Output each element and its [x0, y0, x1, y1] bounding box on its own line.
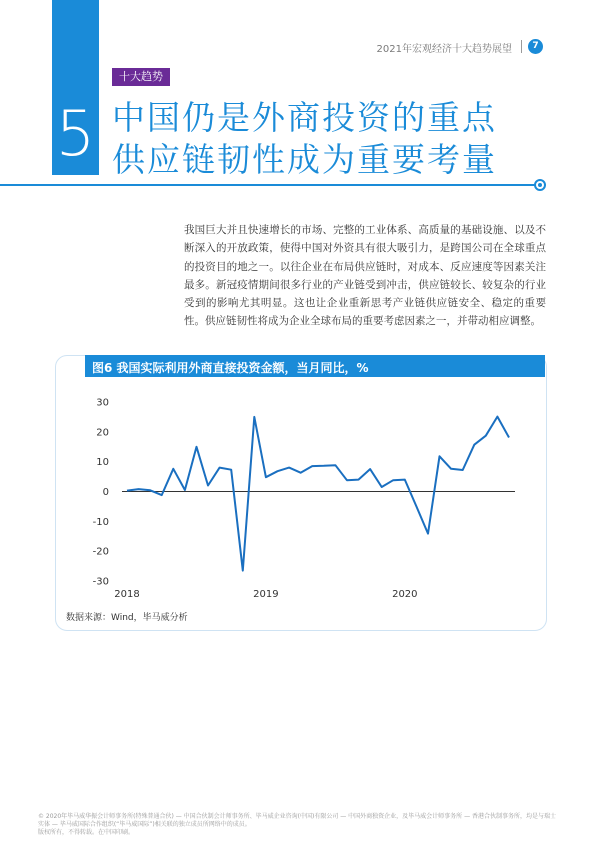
footer-copyright: © 2020年毕马威华振会计师事务所(特殊普通合伙) — 中国合伙制会计师事务所、毕马威企业咨询(中国)有限公司 — 中国外商独资企业，及毕马威会计师事务所 — 香港合伙制事务所，均是与瑞士实体 — 毕马威国际合作组织(“毕马威国际”)相关联的独立成员所网络中的成员。 [38, 813, 556, 828]
section-number: 5 [55, 97, 96, 170]
y-tick-label: 20 [96, 427, 109, 439]
section-tag: 十大趋势 [112, 68, 170, 86]
y-tick-label: -30 [92, 576, 109, 588]
chart-title: 图6 我国实际利用外商直接投资金额，当月同比，% [92, 361, 369, 375]
y-tick-label: 30 [96, 397, 109, 409]
page-number: 7 [528, 39, 543, 54]
page-title [112, 97, 552, 181]
chart-source: 数据来源：Wind，毕马威分析 [66, 613, 188, 623]
x-tick-label: 2020 [392, 589, 418, 600]
y-tick-label: 10 [96, 457, 109, 469]
footer-rights: 版权所有，不得转载。在中国印刷。 [38, 829, 135, 836]
headline-line-2: 供应链韧性成为重要考量 [112, 140, 497, 179]
series-line [127, 417, 509, 571]
title-rule [0, 184, 538, 186]
rule-end-dot [534, 179, 546, 191]
headline-line-1: 中国仍是外商投资的重点 [112, 98, 497, 137]
y-tick-label: -20 [92, 546, 109, 558]
y-tick-label: -10 [92, 516, 109, 528]
header-separator [521, 40, 522, 53]
x-tick-label: 2018 [114, 589, 140, 600]
line-chart [55, 385, 545, 607]
footer [38, 813, 558, 837]
body-paragraph: 我国巨大并且快速增长的市场、完整的工业体系、高质量的基础设施、以及不断深入的开放政策，使得中国对外资具有很大吸引力，是跨国公司在全球重点的投资目的地之一。以往企业在布局供应链时，对成本、反应速度等因素关注最多。新冠疫情期间很多行业的产业链受到冲击，供应链较长、较复杂的行业受到的影响尤其明显。这也让企业重新思考产业链供应链安全、稳定的重要性。供应链韧性将成为企业全球布局的重要考虑因素之一，并带动相应调整。 [184, 224, 546, 328]
y-tick-label: 0 [102, 487, 109, 498]
x-tick-label: 2019 [253, 589, 279, 600]
header-title: 2021年宏观经济十大趋势展望 [376, 44, 512, 55]
